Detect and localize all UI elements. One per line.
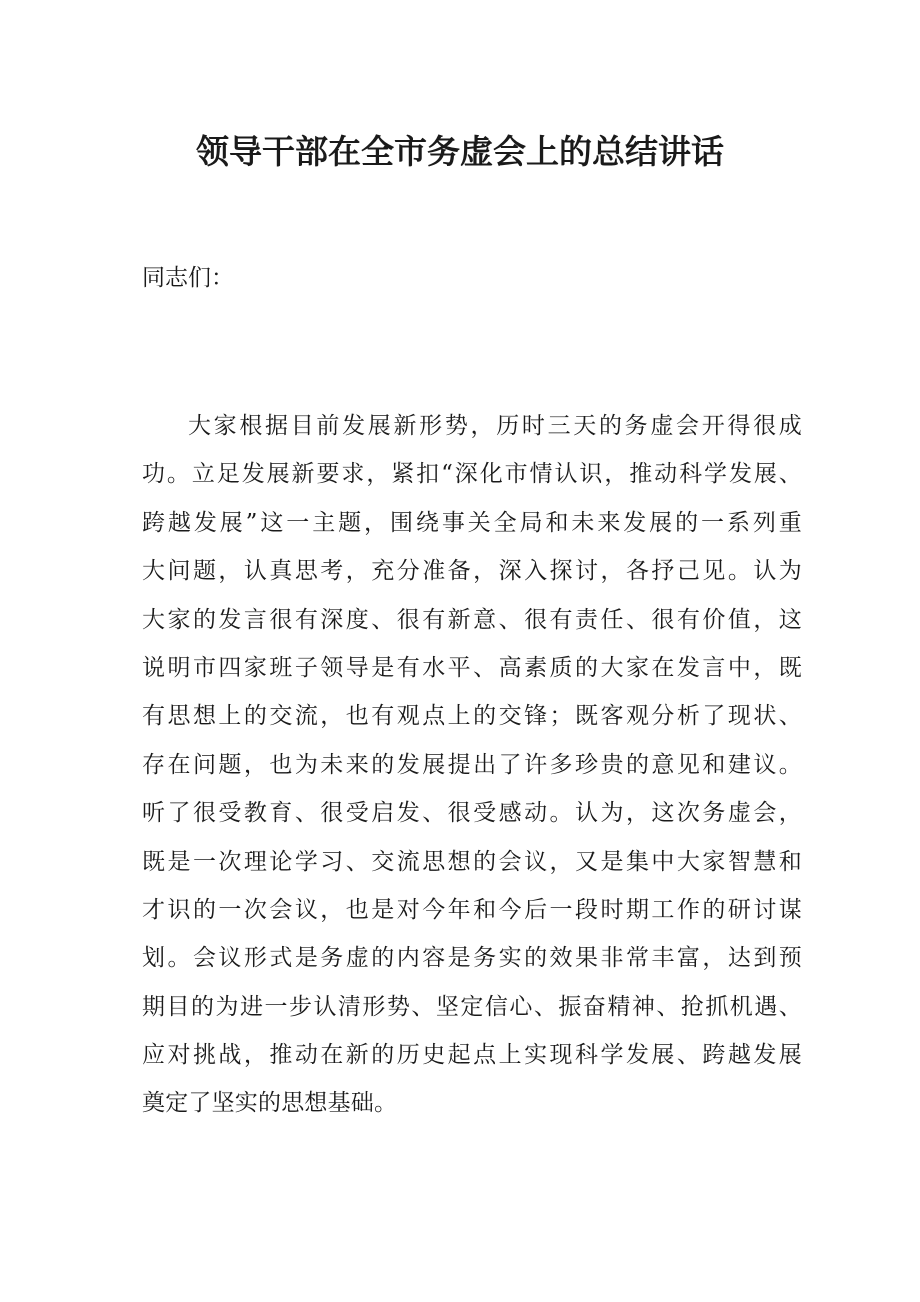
paragraph-line: 既是一次理论学习、交流思想的会议，又是集中大家智慧和 xyxy=(142,848,802,875)
salutation: 同志们： xyxy=(142,265,234,291)
paragraph-line: 划。会议形式是务虚的内容是务实的效果非常丰富，达到预 xyxy=(142,945,802,972)
paragraph-line: 大问题，认真思考，充分准备，深入探讨，各抒己见。认为 xyxy=(142,558,802,585)
paragraph-line: 期目的为进一步认清形势、坚定信心、振奋精神、抢抓机遇、 xyxy=(142,993,802,1020)
document-title: 领导干部在全市务虚会上的总结讲话 xyxy=(196,132,724,171)
body-paragraph xyxy=(142,402,802,1128)
paragraph-line: 大家的发言很有深度、很有新意、很有责任、很有价值，这 xyxy=(142,606,802,633)
paragraph-line: 跨越发展”这一主题，围绕事关全局和未来发展的一系列重 xyxy=(142,509,802,536)
paragraph-line: 听了很受教育、很受启发、很受感动。认为，这次务虚会， xyxy=(142,800,802,827)
paragraph-line: 存在问题，也为未来的发展提出了许多珍贵的意见和建议。 xyxy=(142,751,802,778)
paragraph-line: 大家根据目前发展新形势，历时三天的务虚会开得很成 xyxy=(188,413,802,439)
paragraph-line: 应对挑战，推动在新的历史起点上实现科学发展、跨越发展 xyxy=(142,1042,802,1069)
paragraph-line: 奠定了坚实的思想基础。 xyxy=(142,1090,398,1117)
paragraph-line: 功。立足发展新要求，紧扣“深化市情认识，推动科学发展、 xyxy=(142,461,802,488)
paragraph-line: 有思想上的交流，也有观点上的交锋；既客观分析了现状、 xyxy=(142,703,802,730)
paragraph-line: 才识的一次会议，也是对今年和今后一段时期工作的研讨谋 xyxy=(142,896,802,923)
paragraph-line: 说明市四家班子领导是有水平、高素质的大家在发言中，既 xyxy=(142,654,802,681)
